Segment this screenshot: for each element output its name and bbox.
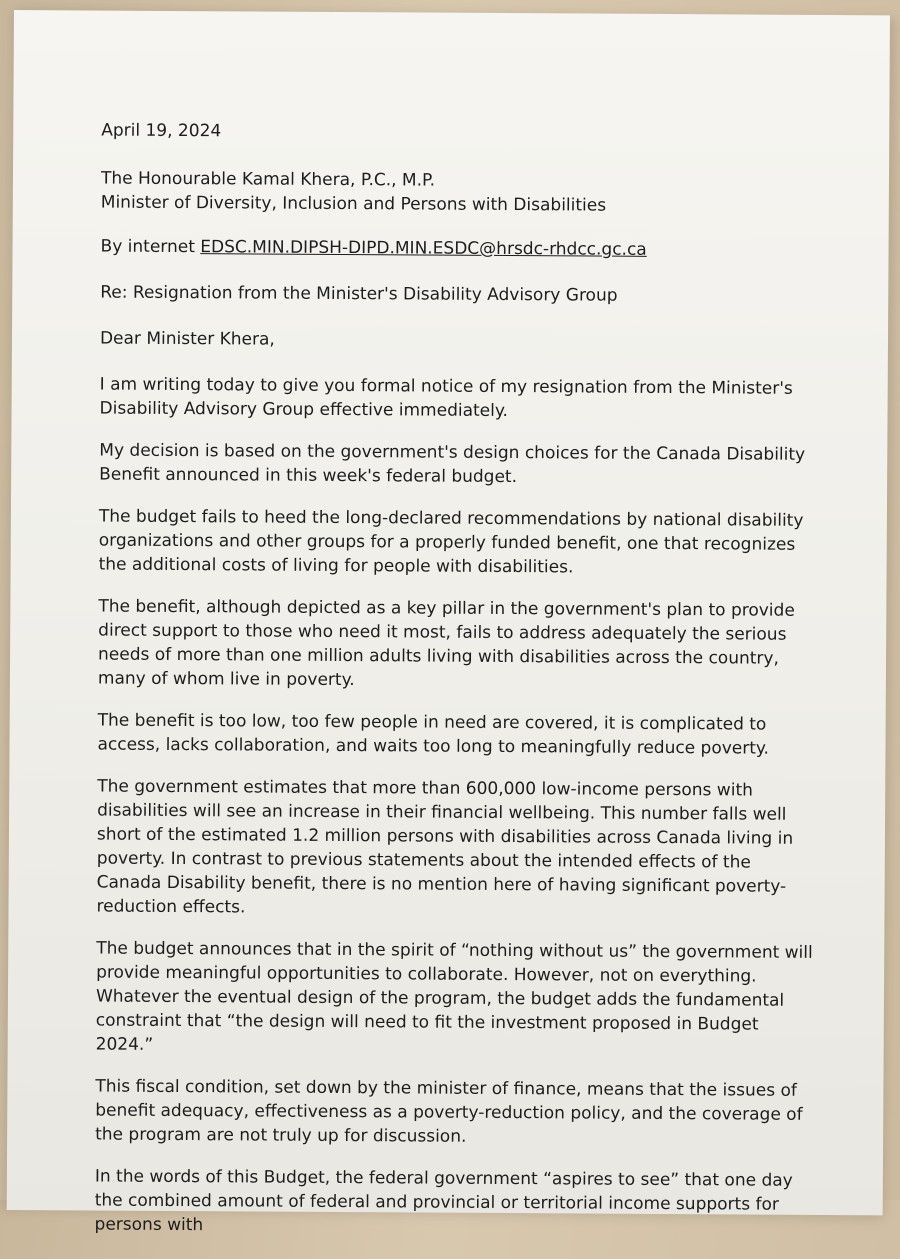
- body-paragraph: I am writing today to give you formal notice of my resignation from the Minister's Disability Advisory Group effective immediately.: [99, 374, 793, 422]
- letter-body: [94, 119, 821, 1259]
- subject-line: Re: Resignation from the Minister's Disability Advisory Group: [100, 282, 618, 306]
- letter-page: [7, 10, 890, 1236]
- by-internet-label: By internet: [100, 236, 195, 258]
- body-paragraph: The benefit is too low, too few people in need are covered, it is complicated to access, lacks collaboration, and waits too long to meaningfully reduce poverty.: [97, 710, 770, 759]
- body-paragraph: The budget announces that in the spirit of “nothing without us” the government will provide meaningful opportunities to collaborate. However, not on everything. Whatever the eventual design of the program, the budget adds the fundamental constraint that “the design will need to fit the investment proposed in Budget 2024.”: [95, 938, 813, 1055]
- body-paragraph: The budget fails to heed the long-declared recommendations by national disability organizations and other groups for a properly funded benefit, one that recognizes the additional costs of living for people with disabilities.: [98, 506, 804, 578]
- salutation: Dear Minister Khera,: [99, 328, 275, 350]
- recipient-name: The Honourable Kamal Khera, P.C., M.P.: [100, 168, 436, 191]
- delivery-line: [100, 235, 820, 263]
- letter-date: April 19, 2024: [101, 120, 222, 142]
- body-paragraph: The benefit, although depicted as a key pillar in the government's plan to provide direct support to those who need it most, fails to address adequately the serious needs of more than one million adults living with disabilities across the country, many of whom live in poverty.: [97, 596, 795, 691]
- body-paragraph: This fiscal condition, set down by the minister of finance, means that the issues of benefit adequacy, effectiveness as a poverty-reduction policy, and the coverage of the program are not truly up for discussion.: [95, 1076, 803, 1147]
- recipient-email: EDSC.MIN.DIPSH-DIPD.MIN.ESDC@hrsdc-rhdcc.gc.ca: [200, 237, 647, 260]
- body-paragraph: My decision is based on the government's design choices for the Canada Disability Benefit announced in this week's federal budget.: [99, 440, 806, 488]
- recipient-title: Minister of Diversity, Inclusion and Persons with Disabilities: [100, 192, 607, 216]
- body-paragraph: In the words of this Budget, the federal government “aspires to see” that one day the combined amount of federal and provincial or territorial income supports for persons with: [94, 1166, 793, 1236]
- body-paragraph: The government estimates that more than 600,000 low-income persons with disabilities will see an increase in their financial wellbeing. This number falls well short of the estimated 1.2 million persons with disabilities across Canada living in poverty. In contrast to previous statements about the intended effects of the Canada Disability benefit, there is no mention here of having significant poverty-reduction effects.: [96, 776, 794, 918]
